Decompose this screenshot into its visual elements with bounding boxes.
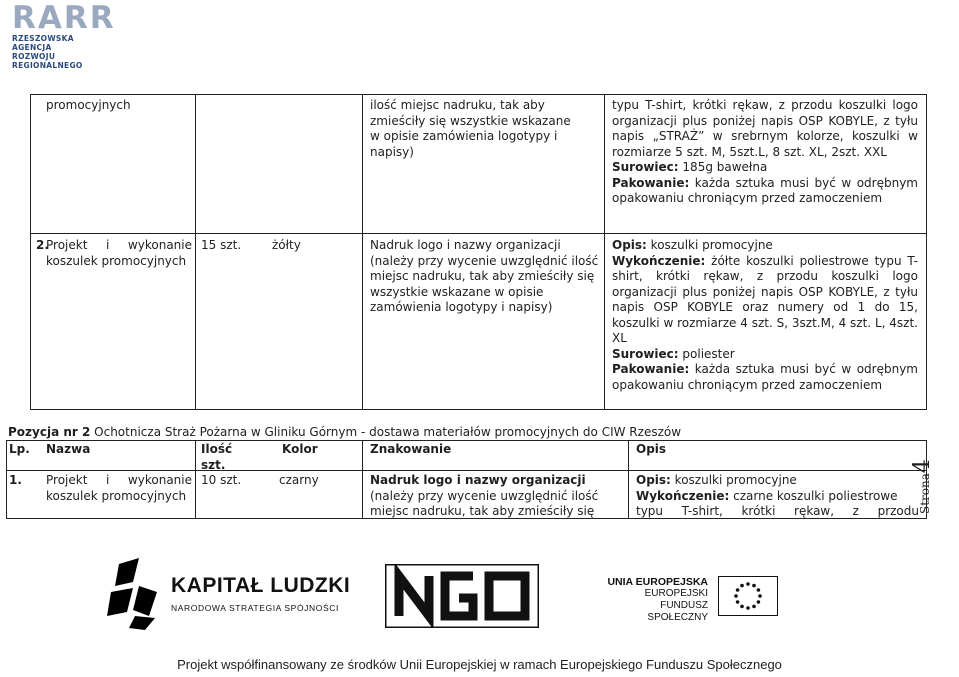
table2-header-border	[6, 470, 927, 471]
row-b-material-key: Surowiec:	[612, 346, 679, 361]
neo-logo-icon	[385, 564, 539, 628]
table1-col-border	[604, 94, 605, 410]
header-name: Nazwa	[46, 442, 91, 456]
row-a-material-value: 185g bawełna	[678, 160, 768, 174]
eu-line1: UNIA EUROPEJSKA	[607, 576, 708, 588]
s2-row1-finish-value: czarne koszulki poliestrowe	[729, 488, 898, 503]
table2-col-border	[6, 440, 7, 519]
rarr-logo-line1: RZESZOWSKA AGENCJA	[12, 34, 74, 52]
header-lp: Lp.	[9, 442, 30, 456]
row-b-marking-text: Nadruk logo i nazwy organizacji (należy przy wycenie uwzględnić ilość miejsc nadruku, tak aby zmieściły się wszystkie wskazane w opisie zamówienia logotypy i napisy)	[370, 238, 599, 314]
row-a-name: promocyjnych	[46, 98, 131, 112]
row-a-packing-key: Pakowanie:	[612, 175, 690, 190]
eu-flag-icon	[718, 576, 778, 616]
row-b-lp: 2.	[36, 238, 49, 252]
row-b-desc-key: Opis:	[612, 238, 647, 252]
row-b-qty: 15 szt.	[201, 238, 242, 252]
s2-row1-description	[636, 473, 919, 518]
eu-logo-text	[600, 576, 708, 624]
table1-col-border	[362, 94, 363, 410]
kapital-ludzki-title: KAPITAŁ LUDZKI	[171, 574, 351, 597]
rarr-logo-wordmark: RARR	[12, 0, 116, 36]
table2-top-border	[6, 440, 927, 441]
s2-row1-finish-key: Wykończenie:	[636, 488, 730, 503]
table1-col-border	[30, 94, 31, 410]
kapital-ludzki-subtitle: NARODOWA STRATEGIA SPÓJNOŚCI	[171, 603, 339, 613]
s2-row1-marking	[370, 473, 626, 518]
rarr-logo	[12, 0, 116, 70]
row-a-material-key: Surowiec:	[612, 160, 679, 174]
header-qty: Ilość szt.	[201, 442, 233, 472]
kapital-ludzki-logo	[105, 556, 351, 630]
row-a-description	[612, 98, 918, 207]
row-b-color: żółty	[272, 238, 301, 252]
s2-row1-desc-key: Opis:	[636, 473, 671, 487]
table2-col-border	[628, 440, 629, 519]
row-b-description	[612, 238, 918, 393]
table2-col-border	[195, 440, 196, 519]
eu-logo	[600, 576, 780, 632]
row-b-finish-value: żółte koszulki poliestrowe typu T-shirt, krótki rękaw, z przodu koszulki logo organizacji plus poniżej napis OSP KOBYLE, z tyłu napis OSP KOBYLE oraz numery od 1 do 15, koszulki w rozmiarze 4 szt. S, 3szt.M, 4 szt. L, 4szt. XL	[612, 253, 918, 345]
rarr-logo-line2: ROZWOJU REGIONALNEGO	[12, 52, 83, 70]
section2-title-text: Ochotnicza Straż Pożarna w Gliniku Górnym - dostawa materiałów promocyjnych do CIW Rzeszów	[90, 425, 682, 439]
table1-col-border	[926, 94, 927, 410]
row-b-finish-key: Wykończenie:	[612, 253, 706, 268]
table2-col-border	[362, 440, 363, 519]
page-number: 4	[910, 459, 935, 474]
table1-col-border	[195, 94, 196, 410]
header-marking: Znakowanie	[370, 442, 452, 456]
row-b-material-value: poliester	[678, 346, 735, 361]
kapital-ludzki-emblem-icon	[105, 556, 169, 630]
s2-row1-desc-line3: typu T-shirt, krótki rękaw, z przodu	[636, 504, 919, 518]
table2-bottom-border	[6, 518, 927, 519]
s2-row1-desc-value: koszulki promocyjne	[670, 473, 797, 487]
row-b-name: Projekt i wykonanie koszulek promocyjnych	[46, 238, 192, 268]
row-a-packing-value: każda sztuka musi być w odrębnym opakowaniu chroniącym przed zamoczeniem	[612, 175, 918, 205]
section2-title-number: Pozycja nr 2	[8, 425, 91, 439]
s2-row1-color: czarny	[279, 473, 319, 487]
s2-row1-qty: 10 szt.	[201, 473, 242, 487]
table1-top-border	[30, 94, 927, 95]
section2-title	[8, 425, 681, 441]
eu-line2: EUROPEJSKI	[644, 588, 708, 599]
footer-cofinancing-text: Projekt współfinansowany ze środków Unii Europejskiej w ramach Europejskiego Funduszu Społecznego	[177, 657, 782, 672]
s2-row1-marking-text: (należy przy wycenie uwzględnić ilość miejsc nadruku, tak aby zmieściły się	[370, 488, 599, 518]
row-b-marking	[370, 238, 602, 316]
table1-row-border	[30, 233, 927, 234]
page-number-marker	[910, 459, 959, 514]
row-a-desc-main: typu T-shirt, krótki rękaw, z przodu koszulki logo organizacji plus poniżej napis OSP KOBYLE, z tyłu napis „STRAŻ” w srebrnym kolorze, koszulki w rozmiarze 5 szt. M, 5szt.L, 8 szt. XL, 2szt. XXL	[612, 98, 918, 159]
page-label: Strona	[918, 473, 932, 514]
s2-row1-marking-bold: Nadruk logo i nazwy organizacji	[370, 473, 586, 487]
row-b-packing-key: Pakowanie:	[612, 362, 690, 376]
header-color: Kolor	[282, 442, 318, 456]
eu-line3: FUNDUSZ SPOŁECZNY	[647, 600, 708, 623]
neo-logo	[385, 564, 539, 628]
row-b-packing-value: każda sztuka musi być w odrębnym opakowaniu chroniącym przed zamoczeniem	[612, 362, 918, 392]
s2-row1-name: Projekt i wykonanie koszulek promocyjnych	[46, 473, 192, 503]
row-a-marking: ilość miejsc nadruku, tak aby zmieściły się wszystkie wskazane w opisie zamówienia logotypy i napisy)	[370, 98, 571, 159]
row-b-desc-value: koszulki promocyjne	[646, 238, 773, 252]
table1-bottom-border	[30, 409, 927, 410]
header-description: Opis	[636, 442, 667, 456]
s2-row1-lp: 1.	[9, 473, 22, 487]
